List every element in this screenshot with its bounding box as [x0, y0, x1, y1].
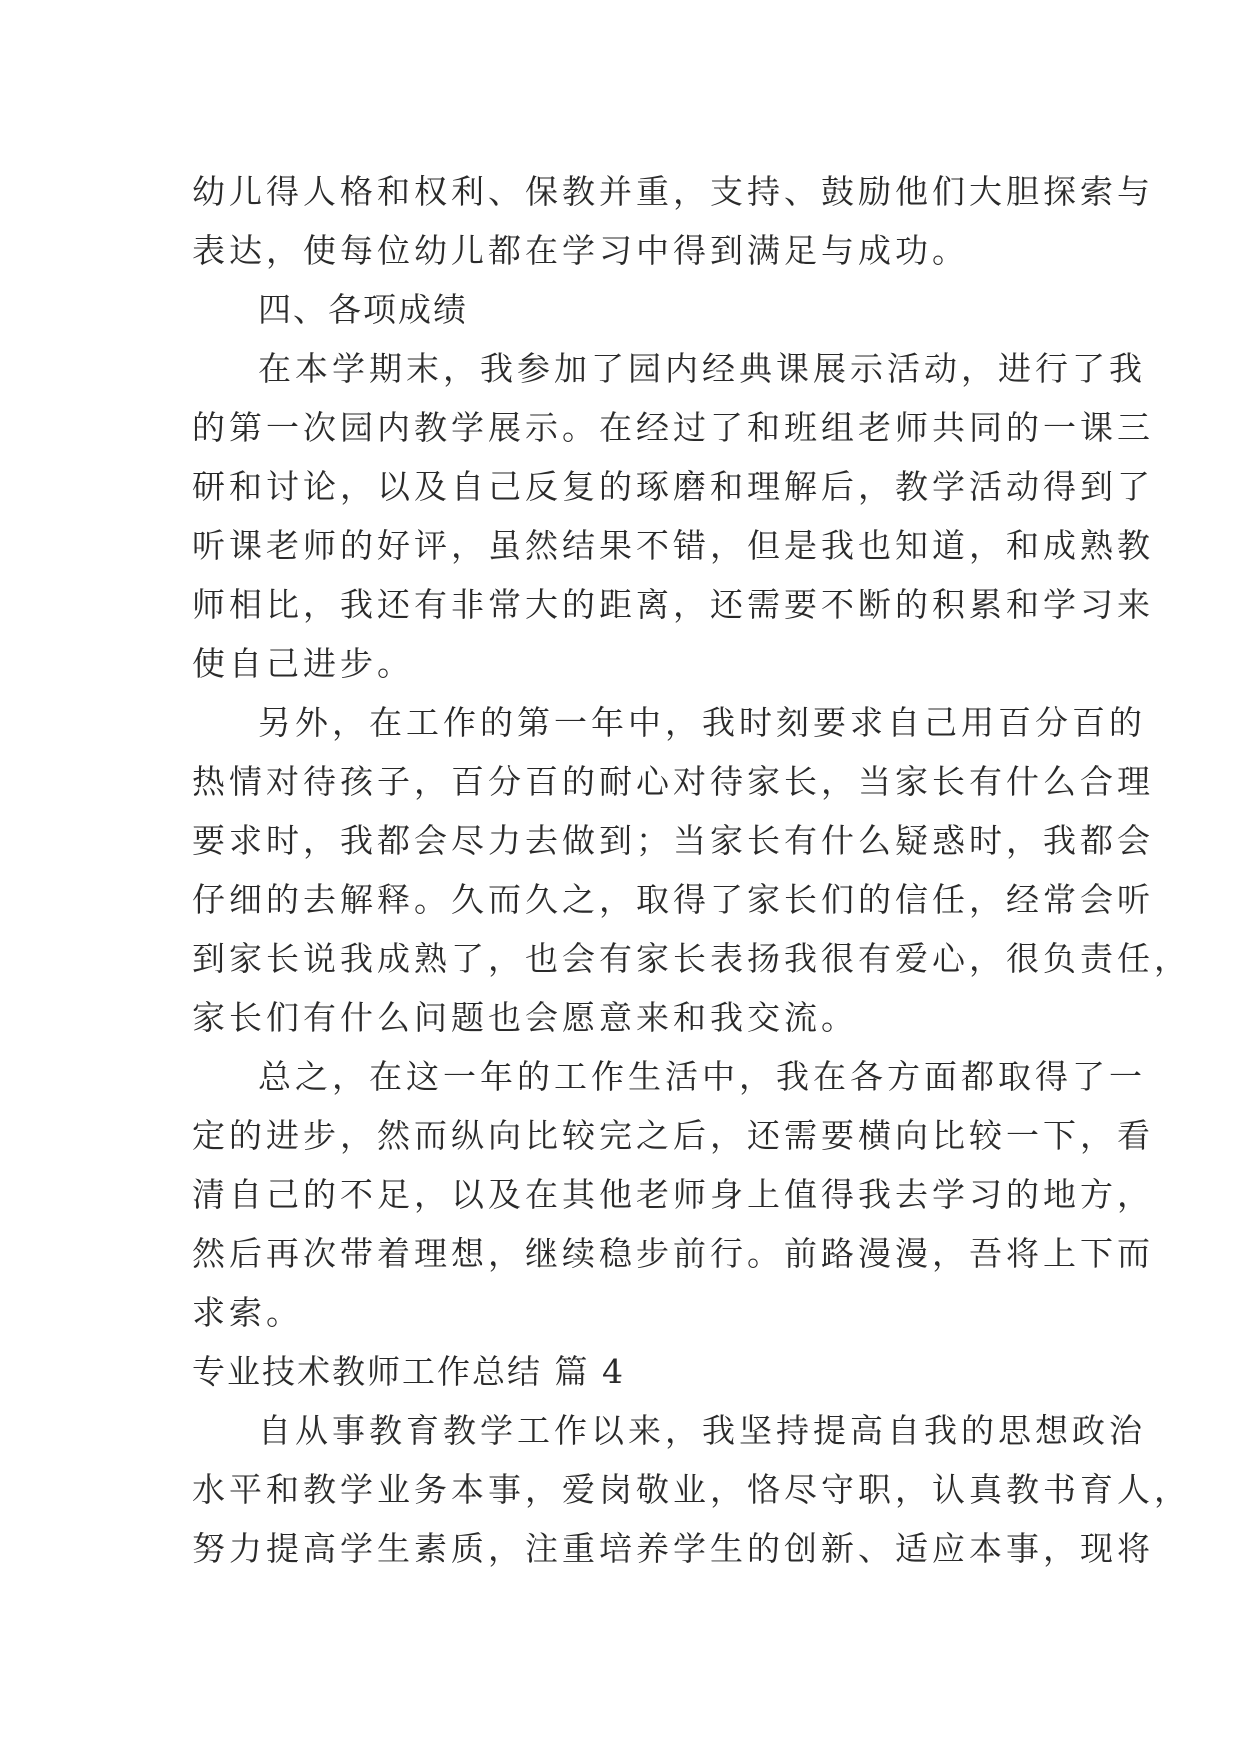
text-line: 表达，使每位幼儿都在学习中得到满足与成功。	[192, 231, 969, 270]
text-line: 自从事教育教学工作以来，我坚持提高自我的思想政治	[258, 1411, 1146, 1450]
article-title: 专业技术教师工作总结 篇 4	[192, 1352, 625, 1391]
text-line: 要求时，我都会尽力去做到；当家长有什么疑惑时，我都会	[192, 821, 1154, 860]
text-line: 然后再次带着理想，继续稳步前行。前路漫漫，吾将上下而	[192, 1234, 1154, 1273]
text-line: 定的进步，然而纵向比较完之后，还需要横向比较一下，看	[192, 1116, 1154, 1155]
section-heading: 四、各项成绩	[258, 290, 468, 329]
text-line: 的第一次园内教学展示。在经过了和班组老师共同的一课三	[192, 408, 1154, 447]
text-line: 仔细的去解释。久而久之，取得了家长们的信任，经常会听	[192, 880, 1154, 919]
text-line: 师相比，我还有非常大的距离，还需要不断的积累和学习来	[192, 585, 1154, 624]
text-line: 家长们有什么问题也会愿意来和我交流。	[192, 998, 858, 1037]
text-line: 求索。	[192, 1293, 303, 1332]
text-line: 幼儿得人格和权利、保教并重，支持、鼓励他们大胆探索与	[192, 172, 1154, 211]
text-line: 另外，在工作的第一年中，我时刻要求自己用百分百的	[258, 703, 1146, 742]
text-line: 热情对待孩子，百分百的耐心对待家长，当家长有什么合理	[192, 762, 1154, 801]
text-line: 听课老师的好评，虽然结果不错，但是我也知道，和成熟教	[192, 526, 1154, 565]
text-line: 清自己的不足，以及在其他老师身上值得我去学习的地方，	[192, 1175, 1154, 1214]
text-line: 使自己进步。	[192, 644, 414, 683]
text-line: 在本学期末，我参加了园内经典课展示活动，进行了我	[258, 349, 1146, 388]
text-line: 研和讨论，以及自己反复的琢磨和理解后，教学活动得到了	[192, 467, 1154, 506]
document-body	[192, 162, 1191, 1578]
text-line: 总之，在这一年的工作生活中，我在各方面都取得了一	[258, 1057, 1146, 1096]
text-line: 到家长说我成熟了，也会有家长表扬我很有爱心，很负责任，	[192, 939, 1191, 978]
text-line: 水平和教学业务本事，爱岗敬业，恪尽守职，认真教书育人，	[192, 1470, 1191, 1509]
text-line: 努力提高学生素质，注重培养学生的创新、适应本事，现将	[192, 1529, 1154, 1568]
